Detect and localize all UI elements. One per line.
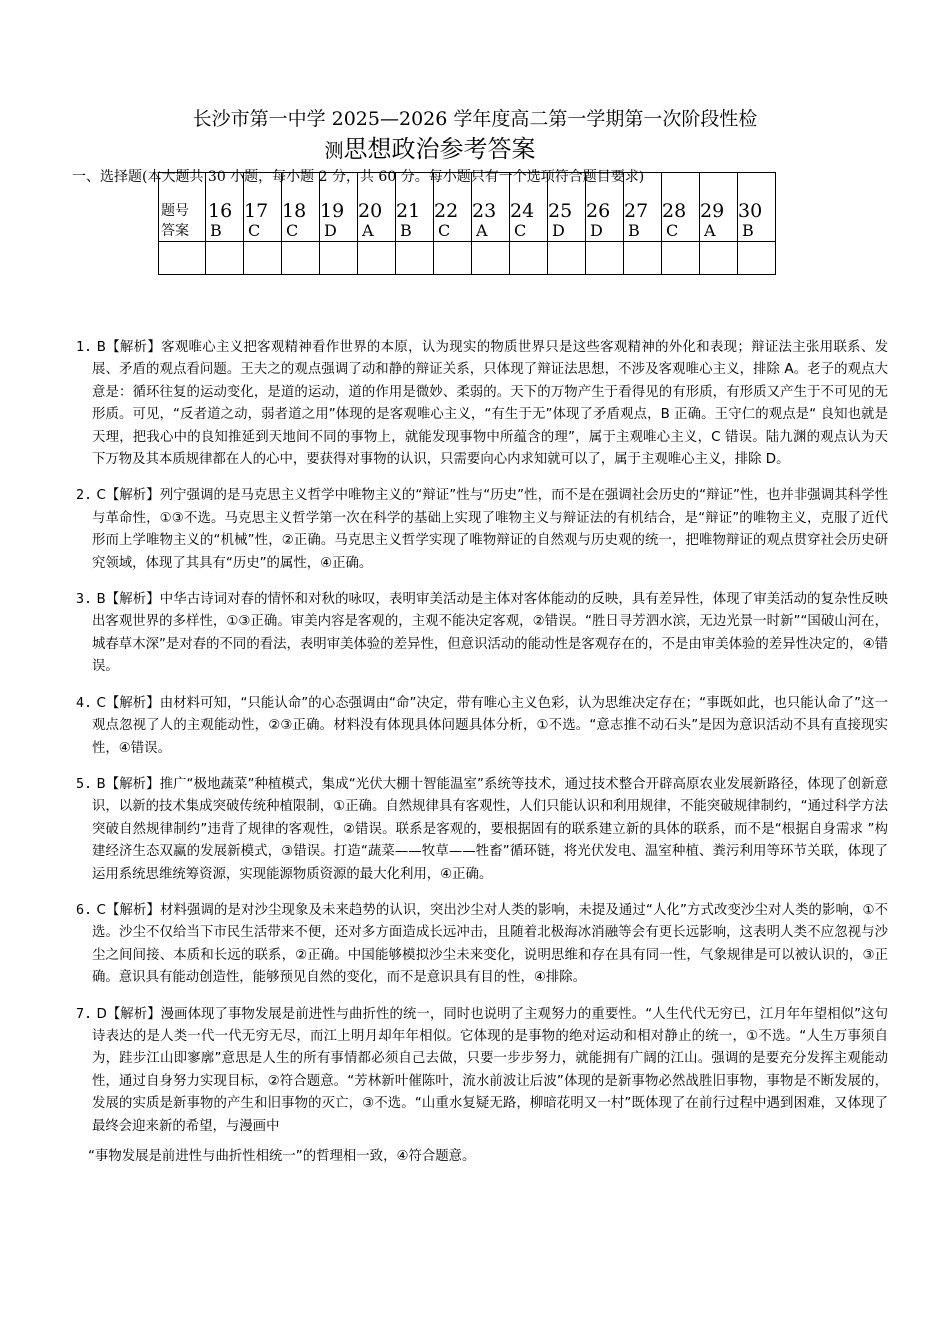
question-number: 27 <box>624 200 649 222</box>
empty-cell <box>548 242 586 275</box>
empty-cell <box>358 242 396 275</box>
answer-cell <box>738 173 776 242</box>
label-cell <box>159 173 206 242</box>
answer-cell <box>548 173 586 242</box>
empty-cell <box>472 242 510 275</box>
empty-cell <box>159 242 206 275</box>
question-number: 19 <box>320 200 345 222</box>
item-number: 7. <box>76 1006 93 1022</box>
question-number: 30 <box>738 200 763 222</box>
empty-cell <box>662 242 700 275</box>
document-title-line1: 长沙市第一中学 2025—2026 学年度高二第一学期第一次阶段性检 <box>192 108 758 130</box>
item-number: 1. <box>76 340 93 355</box>
answer-cell <box>472 173 510 242</box>
item-text: C【解析】材料强调的是对沙尘现象及未来趋势的认识，突出沙尘对人类的影响，未提及通过“人化”方式改变沙尘对人类的影响，①不选。沙尘不仅给当下市民生活带来不便，还对多方面造成长远冲击，且随着北极海冰消融等会有更长远影响，这表明人类不应忽视与沙尘之间间接、本质和长远的联系，②正确。中国能够模拟沙尘未来变化，说明思维和存在具有同一性，气象规律是可以被认识的，③正确。意识具有能动创造性，能够预见自然的变化，而不是意识具有目的性，④排除。 <box>92 902 888 986</box>
question-number: 26 <box>586 200 611 222</box>
question-number: 20 <box>358 200 383 222</box>
question-number: 18 <box>282 200 307 222</box>
explanation-item <box>76 589 888 679</box>
empty-cell <box>586 242 624 275</box>
label-answer: 答案 <box>161 223 189 239</box>
answer-letter: D <box>324 221 337 240</box>
title-main: 思想政治参考答案 <box>343 135 536 163</box>
empty-cell <box>206 242 244 275</box>
empty-cell <box>396 242 434 275</box>
explanation-item <box>76 485 888 575</box>
answer-table-row <box>159 173 776 242</box>
answer-cell <box>662 173 700 242</box>
answer-table <box>158 172 776 275</box>
explanation-item <box>76 900 888 990</box>
answer-table-row <box>159 242 776 275</box>
answer-letter: C <box>286 221 299 240</box>
item-number: 5. <box>76 776 93 792</box>
answer-cell <box>358 173 396 242</box>
item-text: B【解析】客观唯心主义把客观精神看作世界的本原，认为现实的物质世界只是这些客观精神的外化和表现；辩证法主张用联系、发展、矛盾的观点看问题。王夫之的观点强调了动和静的辩证关系，只体现了辩证法思想，不涉及客观唯心主义，排除 A。老子的观点大意是：循环往复的运动变化，是道的运动，道的作用是微妙、柔弱的。天下的万物产生于看得见的有形质，有形质又产生于不可见的无形质。可见，“反者道之动，弱者道之用”体现的是客观唯心主义，“有生于无”体现了矛盾观点，B 正确。王守仁的观点是“ 良知也就是天理，把我心中的良知推延到天地间不同的事物上，就能发现事物中所蕴含的理”，属于主观唯心主义，C 错误。陆九渊的观点认为天下万物及其本质规律都在人的心中，要获得对事物的认识，只需要向心内求知就可以了，属于主观唯心主义，排除 D。 <box>92 340 888 468</box>
answer-cell <box>434 173 472 242</box>
item-text: C【解析】由材料可知，“只能认命”的心态强调由“命”决定，带有唯心主义色彩，认为思维决定存在；“事既如此，也只能认命了”这一观点忽视了人的主观能动性，②③正确。材料没有体现具体问题具体分析，①不选。“意志推不动石头”是因为意识活动不具有直接现实性，④错误。 <box>92 695 888 756</box>
answer-letter: B <box>628 221 640 240</box>
answer-cell <box>624 173 662 242</box>
item-text: B【解析】推广“极地蔬菜”种植模式，集成“光伏大棚十智能温室”系统等技术，通过技术整合开辟高原农业发展新路径，体现了创新意识，以新的技术集成突破传统种植限制，①正确。自然规律具有客观性，人们只能认识和利用规律，不能突破规律制约，“通过科学方法突破自然规律制约”违背了规律的客观性，②错误。联系是客观的，要根据固有的联系建立新的具体的联系，而不是“根据自身需求 ”构建经济生态双赢的发展新模式，③错误。打造“蔬菜——牧草——牲畜”循环链，将光伏发电、温室种植、粪污利用等环节关联，体现了运用系统思维统筹资源，实现能源物质资源的最大化利用，④正确。 <box>92 776 888 882</box>
answer-cell <box>586 173 624 242</box>
empty-cell <box>434 242 472 275</box>
explanation-item <box>76 337 888 471</box>
explanation-7-tail: “事物发展是前进性与曲折性相统一”的哲理相一致，④符合题意。 <box>88 1149 476 1164</box>
answer-cell <box>282 173 320 242</box>
answer-letter: B <box>400 221 412 240</box>
answer-cell <box>320 173 358 242</box>
question-number: 16 <box>208 200 233 222</box>
empty-cell <box>624 242 662 275</box>
section-heading: 一、选择题(本大题共 30 小题，每小题 2 分，共 60 分。每小题只有一个选项符合题目要求) <box>72 169 645 185</box>
answer-cell <box>206 173 244 242</box>
question-number: 24 <box>510 200 535 222</box>
answer-letter: C <box>514 221 527 240</box>
explanation-item <box>76 693 888 760</box>
answer-letter: C <box>666 221 679 240</box>
question-number: 17 <box>244 200 269 222</box>
item-number: 2. <box>76 488 93 504</box>
empty-cell <box>510 242 548 275</box>
empty-cell <box>282 242 320 275</box>
label-question: 题号 <box>161 203 189 219</box>
explanation-item <box>76 774 888 886</box>
answer-cell <box>244 173 282 242</box>
question-number: 29 <box>700 200 725 222</box>
question-number: 21 <box>396 200 421 222</box>
answer-letter: A <box>476 221 488 240</box>
answer-letter: C <box>438 221 451 240</box>
empty-cell <box>244 242 282 275</box>
answer-letter: A <box>704 221 716 240</box>
explanation-item <box>76 1004 888 1138</box>
question-number: 28 <box>662 200 687 222</box>
item-text: D【解析】漫画体现了事物发展是前进性与曲折性的统一，同时也说明了主观努力的重要性。“人生代代无穷已，江月年年望相似”这句诗表达的是人类一代一代无穷无尽，而江上明月却年年相似。它体现的是事物的绝对运动和相对静止的统一，①不选。“人生万事须自为，跬步江山即寥廓”意思是人生的所有事情都必须自己去做，只要一步步努力，就能拥有广阔的江山。强调的是要充分发挥主观能动性，通过自身努力实现目标，②符合题意。“芳林新叶催陈叶，流水前波让后波”体现的是新事物必然战胜旧事物，事物是不断发展的，发展的实质是新事物的产生和旧事物的灭亡，③不选。“山重水复疑无路，柳暗花明又一村”既体现了在前行过程中遇到困难，又体现了最终会迎来新的希望，与漫画中 <box>92 1006 888 1134</box>
question-number: 23 <box>472 200 497 222</box>
empty-cell <box>700 242 738 275</box>
document-title-line2 <box>80 129 780 164</box>
answer-letter: B <box>210 221 222 240</box>
item-number: 6. <box>76 902 93 918</box>
answer-cell <box>396 173 434 242</box>
answer-cell <box>700 173 738 242</box>
item-number: 4. <box>76 695 93 711</box>
answer-letter: A <box>362 221 374 240</box>
explanations-list <box>76 337 888 1168</box>
question-number: 25 <box>548 200 573 222</box>
title-prefix: 测 <box>324 140 344 162</box>
item-text: C【解析】列宁强调的是马克思主义哲学中唯物主义的“辩证”性与“历史”性，而不是在强调社会历史的“辩证”性，也并非强调其科学性与革命性，①③不选。马克思主义哲学第一次在科学的基础上实现了唯物主义与辩证法的有机结合，是“辩证”的唯物主义，克服了近代形而上学唯物主义的“机械”性，②正确。马克思主义哲学实现了唯物辩证的自然观与历史观的统一，把唯物辩证的观点贯穿社会历史研究领域，体现了其具有“历史”的属性，④正确。 <box>92 488 888 571</box>
item-text: B【解析】中华古诗词对春的情怀和对秋的咏叹，表明审美活动是主体对客体能动的反映，具有差异性，体现了审美活动的复杂性反映出客观世界的多样性，①③正确。审美内容是客观的，主观不能决定客观，②错误。“胜日寻芳泗水滨，无边光景一时新”“国破山河在，城春草木深”是对春的不同的看法，表明审美体验的差异性，但意识活动的能动性是客观存在的，不是由审美体验的差异性决定的，④错误。 <box>92 592 888 675</box>
empty-cell <box>320 242 358 275</box>
answer-letter: B <box>742 221 754 240</box>
answer-letter: D <box>590 221 603 240</box>
question-number: 22 <box>434 200 459 222</box>
answer-letter: C <box>248 221 261 240</box>
answer-cell <box>510 173 548 242</box>
answer-letter: D <box>552 221 565 240</box>
empty-cell <box>738 242 776 275</box>
item-number: 3. <box>76 592 93 608</box>
